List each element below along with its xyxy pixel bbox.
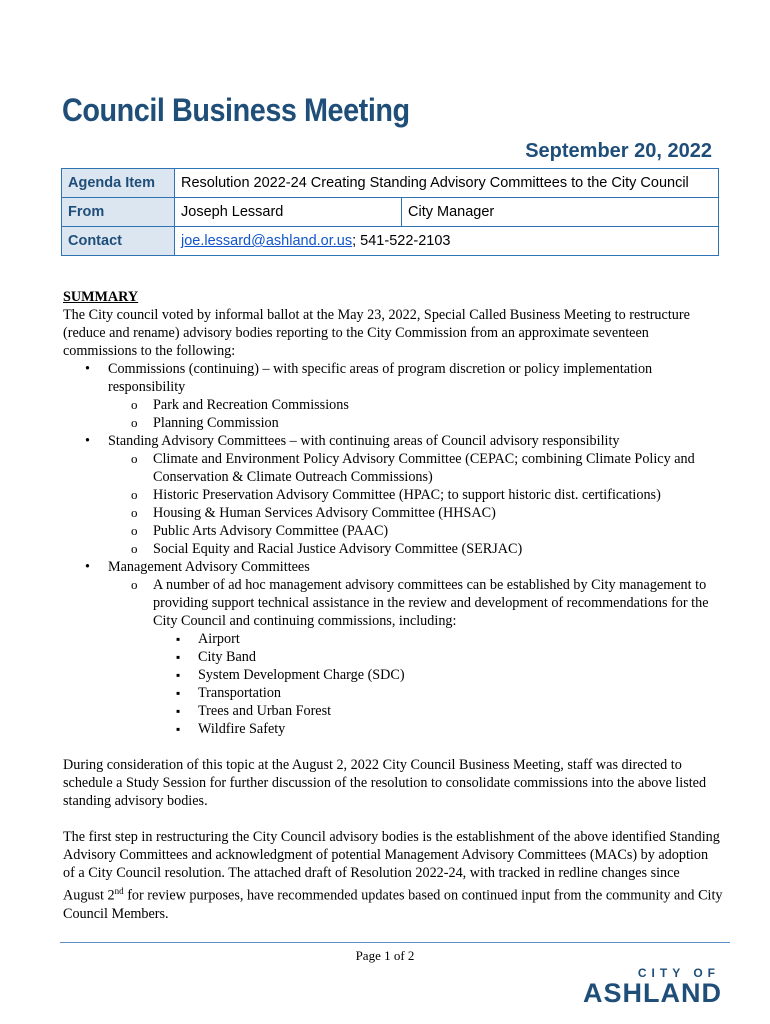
sub-sub-list-item: ▪ Transportation — [153, 684, 723, 702]
contact-value — [175, 227, 719, 256]
summary-list — [63, 360, 723, 738]
document-title: Council Business Meeting — [62, 92, 410, 128]
paragraph-3 — [63, 828, 723, 923]
sub-list-item: o Planning Commission — [108, 414, 723, 432]
sub-list-item: o Historic Preservation Advisory Committee (HPAC; to support historic dist. certifications) — [108, 486, 723, 504]
contact-phone: ; 541-522-2103 — [352, 233, 451, 249]
document-body — [63, 288, 723, 923]
paragraph-3-text: The first step in restructuring the City Council advisory bodies is the establishment of the above identified Standing Advisory Committees and acknowledgment of potential Management Advisory Committees (MACs) by adoption of a City Council resolution. The attached draft of Resolution 2022-24, with tracked in redline changes since August 2 — [63, 829, 720, 904]
sub-list-item-text: A number of ad hoc management advisory committees can be established by City management to providing support technical assistance in the review and development of recommendations for the City Council and continuing commissions, including: — [153, 577, 709, 629]
list-item — [63, 360, 723, 432]
from-row — [62, 198, 719, 227]
contact-email-link[interactable]: joe.lessard@ashland.or.us — [181, 233, 353, 249]
sub-list-item: o Social Equity and Racial Justice Advisory Committee (SERJAC) — [108, 540, 723, 558]
summary-heading: SUMMARY — [63, 289, 139, 305]
agenda-value: Resolution 2022-24 Creating Standing Advisory Committees to the City Council — [175, 169, 719, 198]
sub-sub-list-item: ▪ Wildfire Safety — [153, 720, 723, 738]
from-name: Joseph Lessard — [175, 198, 402, 227]
sub-sub-list-item: ▪ System Development Charge (SDC) — [153, 666, 723, 684]
sub-sub-list-item: ▪ City Band — [153, 648, 723, 666]
paragraph-3-text-end: for review purposes, have recommended updates based on continued input from the community and City Council Members. — [63, 887, 723, 922]
sub-list — [108, 396, 723, 432]
meeting-date: September 20, 2022 — [525, 140, 712, 162]
list-item-text: Management Advisory Committees — [108, 559, 310, 575]
summary-intro: The City council voted by informal ballot at the May 23, 2022, Special Called Business Meeting to restructure (reduce and rename) advisory bodies reporting to the City Commission from an approximate seventeen commissions to the following: — [63, 307, 690, 359]
sub-list-item: o Climate and Environment Policy Advisory Committee (CEPAC; combining Climate Policy and Conservation & Climate Outreach Commissions) — [108, 450, 723, 486]
agenda-label: Agenda Item — [62, 169, 175, 198]
list-item-text: Standing Advisory Committees – with continuing areas of Council advisory responsibility — [108, 433, 620, 449]
city-logo — [554, 966, 726, 1010]
sub-list-item: o Park and Recreation Commissions — [108, 396, 723, 414]
superscript: nd — [114, 886, 124, 896]
logo-city-of: CITY OF — [637, 966, 720, 980]
page-number: Page 1 of 2 — [355, 948, 415, 963]
list-item — [63, 558, 723, 738]
sub-list-item: o Public Arts Advisory Committee (PAAC) — [108, 522, 723, 540]
sub-list — [108, 576, 723, 738]
list-item-text: Commissions (continuing) – with specific areas of program discretion or policy implementation responsibility — [108, 361, 653, 395]
header-table — [61, 168, 719, 256]
sub-list-item — [108, 576, 723, 738]
contact-row — [62, 227, 719, 256]
logo-ashland: ASHLAND — [583, 978, 722, 1008]
sub-list-item: o Housing & Human Services Advisory Committee (HHSAC) — [108, 504, 723, 522]
agenda-row — [62, 169, 719, 198]
sub-sub-list-item: ▪ Airport — [153, 630, 723, 648]
footer-divider — [60, 942, 730, 943]
paragraph-2: During consideration of this topic at the August 2, 2022 City Council Business Meeting, staff was directed to schedule a Study Session for further discussion of the resolution to consolidate commissions into the above listed standing advisory bodies. — [63, 757, 707, 809]
from-label: From — [62, 198, 175, 227]
from-title: City Manager — [402, 198, 719, 227]
sub-sub-list-item: ▪ Trees and Urban Forest — [153, 702, 723, 720]
contact-label: Contact — [62, 227, 175, 256]
list-item — [63, 432, 723, 558]
sub-list — [108, 450, 723, 558]
sub-sub-list — [153, 630, 723, 738]
